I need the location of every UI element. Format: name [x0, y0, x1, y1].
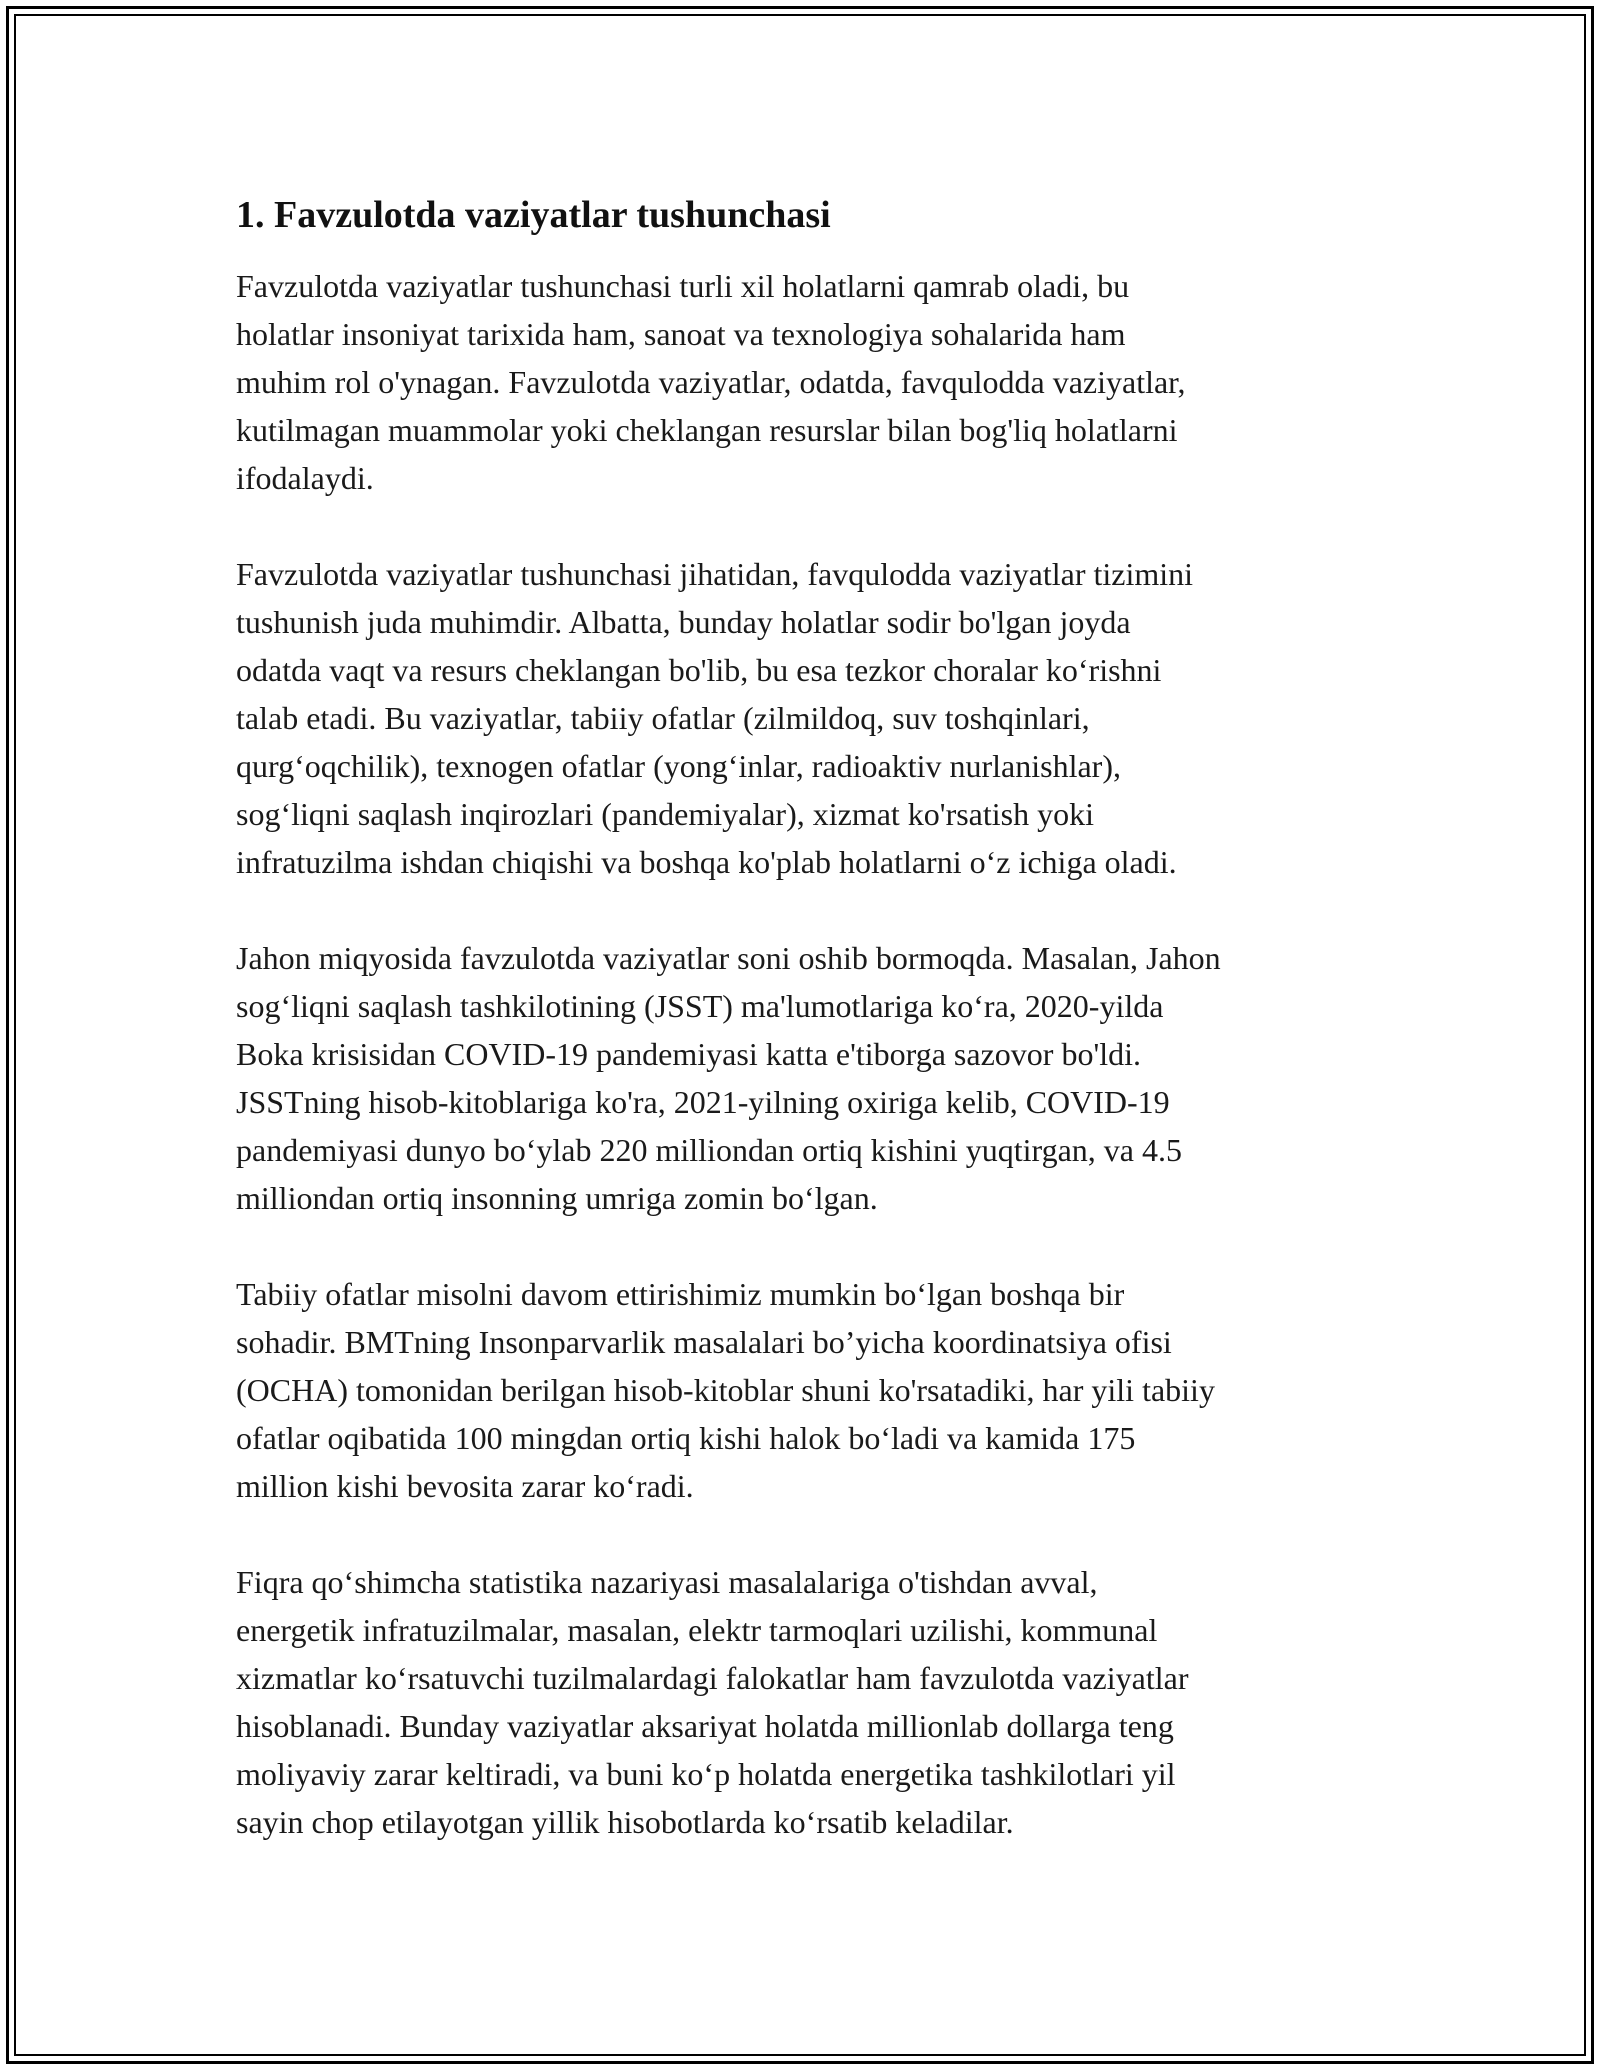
paragraph-5: Fiqra qoʻshimcha statistika nazariyasi masalalariga o'tishdan avval, energetik infratuzilmalar, masalan, elektr tarmoqlari uzilishi, kommunal xizmatlar koʻrsatuvchi tuzilmalardagi falokatlar ham favzulotda vaziyatlar hisoblanadi. Bunday vaziyatlar aksariyat holatda millionlab dollarga teng moliyaviy zarar keltiradi, va buni koʻp holatda energetika tashkilotlari yil sayin chop etilayotgan yillik hisobotlarda koʻrsatib keladilar.	[236, 1564, 1189, 1840]
paragraph-3: Jahon miqyosida favzulotda vaziyatlar soni oshib bormoqda. Masalan, Jahon sogʻliqni saqlash tashkilotining (JSST) ma'lumotlariga koʻra, 2020-yilda Boka krisisidan COVID-19 pandemiyasi katta e'tiborga sazovor bo'ldi. JSSTning hisob-kitoblariga ko'ra, 2021-yilning oxiriga kelib, COVID-19 pandemiyasi dunyo boʻylab 220 milliondan ortiq kishini yuqtirgan, va 4.5 milliondan ortiq insonning umriga zomin boʻlgan.	[236, 940, 1221, 1216]
document-body	[236, 188, 1376, 1894]
paragraph-4: Tabiiy ofatlar misolni davom ettirishimiz mumkin boʻlgan boshqa bir sohadir. BMTning Insonparvarlik masalalari bo’yicha koordinatsiya ofisi (OCHA) tomonidan berilgan hisob-kitoblar shuni ko'rsatadiki, har yili tabiiy ofatlar oqibatida 100 mingdan ortiq kishi halok boʻladi va kamida 175 million kishi bevosita zarar koʻradi.	[236, 1276, 1215, 1504]
paragraph-2: Favzulotda vaziyatlar tushunchasi jihatidan, favqulodda vaziyatlar tizimini tushunish juda muhimdir. Albatta, bunday holatlar sodir bo'lgan joyda odatda vaqt va resurs cheklangan bo'lib, bu esa tezkor choralar koʻrishni talab etadi. Bu vaziyatlar, tabiiy ofatlar (zilmildoq, suv toshqinlari, qurgʻoqchilik), texnogen ofatlar (yongʻinlar, radioaktiv nurlanishlar), sogʻliqni saqlash inqirozlari (pandemiyalar), xizmat ko'rsatish yoki infratuzilma ishdan chiqishi va boshqa ko'plab holatlarni oʻz ichiga oladi.	[236, 556, 1194, 880]
paragraph-1: Favzulotda vaziyatlar tushunchasi turli xil holatlarni qamrab oladi, bu holatlar insoniyat tarixida ham, sanoat va texnologiya sohalarida ham muhim rol o'ynagan. Favzulotda vaziyatlar, odatda, favqulodda vaziyatlar, kutilmagan muammolar yoki cheklangan resurslar bilan bog'liq holatlarni ifodalaydi.	[236, 268, 1186, 496]
section-heading: 1. Favzulotda vaziyatlar tushunchasi	[236, 194, 831, 236]
